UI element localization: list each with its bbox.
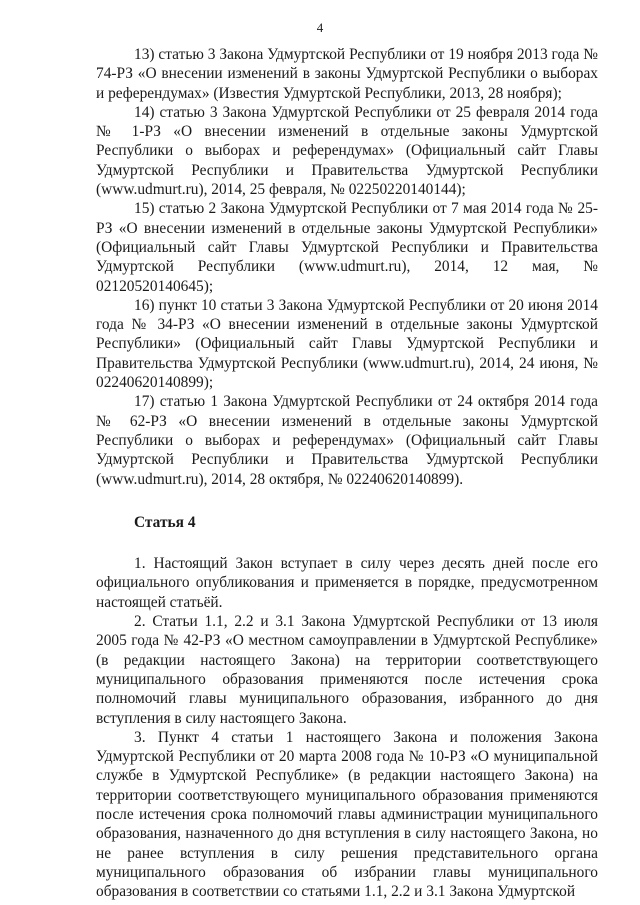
list-item-16: 16) пункт 10 статьи 3 Закона Удмуртской Республики от 20 июня 2014 года № 34-РЗ «О внесении изменений в отдельные законы Удмуртской Республики» (Официальный сайт Главы Удмуртской Республики и Правительства Удмуртской Республики (www.udmurt.ru), 2014, 24 июня, № 02240620140899); [96,296,598,392]
article-paragraph-3: 3. Пункт 4 статьи 1 настоящего Закона и положения Закона Удмуртской Республики от 20 марта 2008 года № 10-РЗ «О муниципальной службе в Удмуртской Республике» (в редакции настоящего Закона) на территории соответствующего муниципального образования применяются после истечения срока полномочий главы администрации муниципального образования, назначенного до дня вступления в силу настоящего Закона, но не ранее вступления в силу решения представительного органа муниципального образования об избрании главы муниципального образования в соответствии со статьями 1.1, 2.2 и 3.1 Закона Удмуртской [96,728,598,901]
article-heading: Статья 4 [134,513,196,531]
article-paragraph-2: 2. Статьи 1.1, 2.2 и 3.1 Закона Удмуртской Республики от 13 июля 2005 года № 42-РЗ «О местном самоуправлении в Удмуртской Республике» (в редакции настоящего Закона) на территории соответствующего муниципального образования применяются после истечения срока полномочий главы муниципального образования, избранного до дня вступления в силу настоящего Закона. [96,613,598,727]
article-paragraph-1: 1. Настоящий Закон вступает в силу через десять дней после его официального опубликования и применяется в порядке, предусмотренном настоящей статьёй. [96,555,598,611]
list-item-17: 17) статью 1 Закона Удмуртской Республики от 24 октября 2014 года № 62-РЗ «О внесении изменений в отдельные законы Удмуртской Республики о выборах и референдумах» (Официальный сайт Главы Удмуртской Республики и Правительства Удмуртской Республики (www.udmurt.ru), 2014, 28 октября, № 02240620140899). [96,393,598,488]
list-item-13: 13) статью 3 Закона Удмуртской Республики от 19 ноября 2013 года № 74-РЗ «О внесении изменений в законы Удмуртской Республики о выборах и референдумах» (Известия Удмуртской Республики, 2013, 28 ноября); [96,46,598,102]
document-body [96,45,598,901]
list-item-15: 15) статью 2 Закона Удмуртской Республики от 7 мая 2014 года № 25-РЗ «О внесении изменений в отдельные законы Удмуртской Республики» (Официальный сайт Главы Удмуртской Республики и Правительства Удмуртской Республики (www.udmurt.ru), 2014, 12 мая, № 02120520140645); [96,200,598,295]
page-number: 4 [316,20,324,35]
list-item-14: 14) статью 3 Закона Удмуртской Республики от 25 февраля 2014 года № 1-РЗ «О внесении изменений в отдельные законы Удмуртской Республики о выборах и референдумах» (Официальный сайт Главы Удмуртской Республики и Правительства Удмуртской Республики (www.udmurt.ru), 2014, 25 февраля, № 02250220140144); [96,103,598,199]
